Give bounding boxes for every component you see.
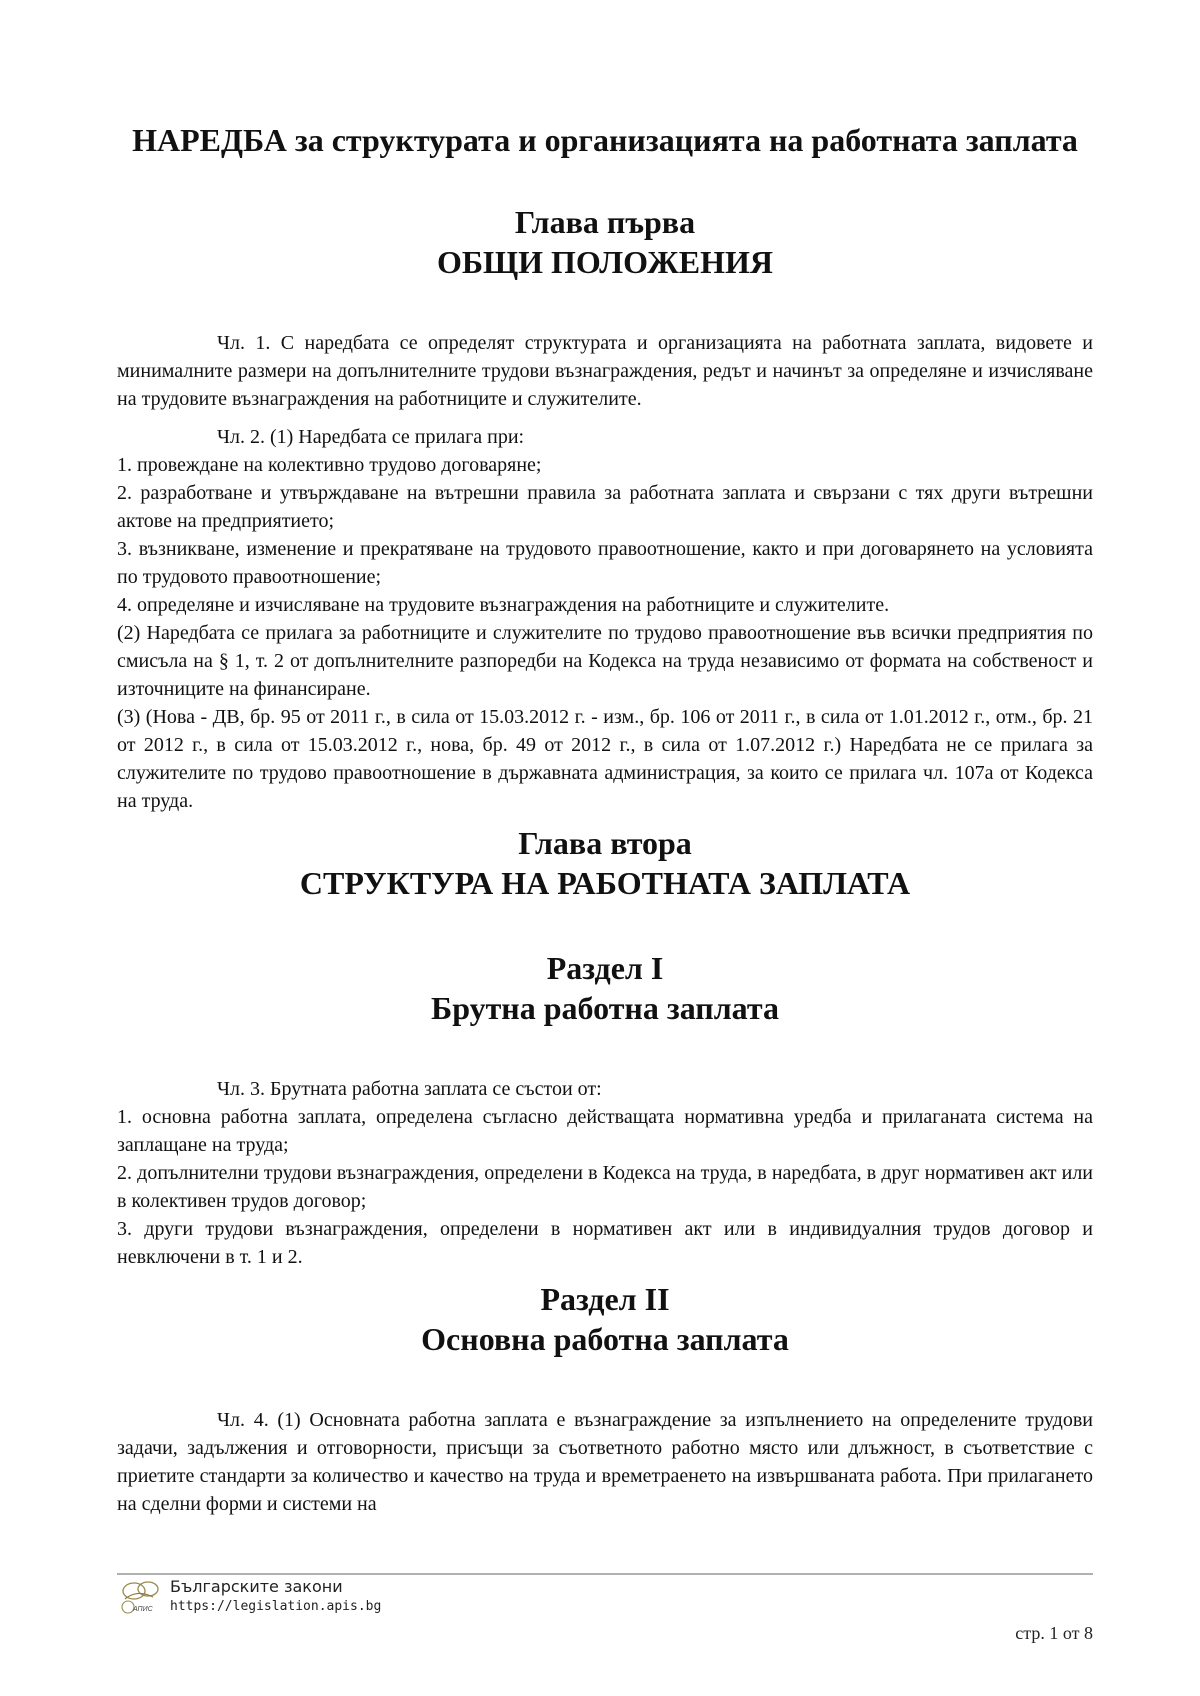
section-1-label: Раздел I <box>546 950 664 986</box>
article-2-paragraph-3: (3) (Нова - ДВ, бр. 95 от 2011 г., в сила от 15.03.2012 г. - изм., бр. 106 от 2011 г., в сила от 1.01.2012 г., отм., бр. 21 от 2012 г., в сила от 15.03.2012 г., нова, бр. 49 от 2012 г., в сила от 1.07.2012 г.) Наредбата не се прилага за служителите по трудово правоотношение в държавната администрация, за които се прилага чл. 107а от Кодекса на труда. <box>117 706 1093 812</box>
article-3-intro: Чл. 3. Брутната работна заплата се състои от: <box>217 1078 602 1100</box>
article-3-item: 2. допълнителни трудови възнаграждения, определени в Кодекса на труда, в наредбата, в друг нормативен акт или в колективен трудов договор; <box>117 1162 1093 1212</box>
chapter-2-label: Глава втора <box>518 825 692 861</box>
page-number: стр. 1 от 8 <box>1015 1623 1093 1643</box>
article-3 <box>117 1075 1093 1271</box>
article-2-item: 2. разработване и утвърждаване на вътрешни правила за работната заплата и свързани с тях други вътрешни актове на предприятието; <box>117 482 1093 532</box>
footer-divider <box>117 1573 1093 1575</box>
apis-logo-icon <box>117 1577 167 1617</box>
document-title: НАРЕДБА за структурата и организацията на работната заплата <box>132 122 1078 158</box>
article-2 <box>117 423 1093 815</box>
footer-site-name: Българските закони <box>170 1577 343 1596</box>
article-3-item: 3. други трудови възнаграждения, определени в нормативен акт или в индивидуалния трудов договор и невключени в т. 1 и 2. <box>117 1218 1093 1268</box>
section-2-label: Раздел II <box>540 1281 670 1317</box>
article-1: Чл. 1. С наредбата се определят структурата и организацията на работната заплата, видовете и минималните размери на допълнителните трудови възнаграждения, редът и начинът за определяне и изчисляване на трудовите възнаграждения на работниците и служителите. <box>117 332 1093 410</box>
section-1-title: Брутна работна заплата <box>431 990 779 1026</box>
article-3-item: 1. основна работна заплата, определена съгласно действащата нормативна уредба и прилаганата система на заплащане на труда; <box>117 1106 1093 1156</box>
article-2-intro: Чл. 2. (1) Наредбата се прилага при: <box>217 426 525 448</box>
article-2-item: 3. възникване, изменение и прекратяване на трудовото правоотношение, както и при договарянето на условията по трудовото правоотношение; <box>117 538 1093 588</box>
document-body <box>117 118 1093 1518</box>
footer-url[interactable]: https://legislation.apis.bg <box>170 1599 382 1614</box>
article-2-paragraph-2: (2) Наредбата се прилага за работниците и служителите по трудово правоотношение във всички предприятия по смисъла на § 1, т. 2 от допълнителните разпоредби на Кодекса на труда независимо от формата на собственост и източниците на финансиране. <box>117 622 1093 700</box>
section-2-title: Основна работна заплата <box>421 1321 789 1357</box>
chapter-1-label: Глава първа <box>514 204 696 240</box>
article-2-item: 1. провеждане на колективно трудово договаряне; <box>117 454 542 476</box>
chapter-1-title: ОБЩИ ПОЛОЖЕНИЯ <box>436 244 774 280</box>
chapter-2-title: СТРУКТУРА НА РАБОТНАТА ЗАПЛАТА <box>299 865 911 901</box>
article-2-item: 4. определяне и изчисляване на трудовите възнаграждения на работниците и служителите. <box>117 594 890 616</box>
article-4: Чл. 4. (1) Основната работна заплата е възнаграждение за изпълнението на определените трудови задачи, задължения и отговорности, присъщи за съответното работно място или длъжност, в съответствие с приетите стандарти за количество и качество на труда и времетраенето на извършваната работа. При прилагането на сделни форми и системи на <box>117 1409 1093 1515</box>
svg-text:АПИС: АПИС <box>133 1606 153 1613</box>
